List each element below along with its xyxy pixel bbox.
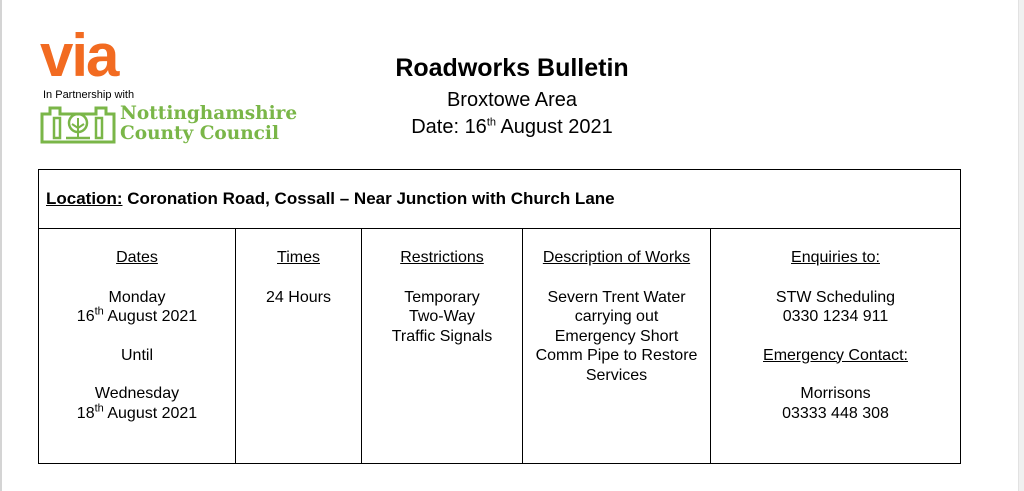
- end-date-sup: th: [94, 402, 104, 415]
- restrictions-column: [361, 229, 522, 463]
- end-date: [39, 404, 235, 424]
- enquiries-heading: Enquiries to:: [791, 249, 880, 266]
- start-date-rest: August 2021: [103, 308, 198, 325]
- restrictions-line: Temporary: [404, 288, 480, 306]
- start-date-sup: th: [94, 305, 104, 318]
- end-date-num: 18: [76, 404, 95, 422]
- description-line: Comm Pipe to Restore: [535, 347, 698, 364]
- location-text: Coronation Road, Cossall – Near Junction with Church Lane: [122, 189, 615, 208]
- emergency-contact-heading: Emergency Contact:: [763, 346, 908, 364]
- restrictions-heading: Restrictions: [400, 249, 484, 266]
- council-name: [120, 104, 297, 144]
- dates-body: [39, 288, 235, 424]
- via-logo: [40, 26, 140, 82]
- emergency-phone: 03333 448 308: [782, 404, 889, 422]
- bulletin-title: Roadworks Bulletin: [395, 54, 629, 82]
- council-name-line2: County Council: [120, 123, 279, 144]
- bulletin-date: [312, 116, 712, 139]
- description-heading: Description of Works: [542, 249, 691, 266]
- council-name-line1: Nottinghamshire: [120, 103, 298, 124]
- dates-heading: Dates: [116, 249, 158, 266]
- emergency-name: Morrisons: [800, 385, 871, 402]
- date-prefix: Date: 16: [411, 116, 487, 138]
- start-date-num: 16: [76, 308, 95, 325]
- dates-column: [39, 229, 235, 463]
- enquiries-body: [711, 288, 960, 424]
- description-body: [523, 288, 710, 386]
- council-emblem-icon: [40, 104, 116, 146]
- roadworks-table: [38, 169, 961, 464]
- end-day: Wednesday: [94, 385, 180, 402]
- end-date-rest: August 2021: [103, 404, 198, 422]
- location-label: Location:: [46, 189, 123, 208]
- times-value: 24 Hours: [266, 288, 331, 306]
- council-logo: [40, 104, 325, 152]
- restrictions-body: [362, 288, 522, 347]
- description-line: Severn Trent Water: [547, 288, 686, 306]
- times-column: [235, 229, 361, 463]
- start-date: [39, 307, 235, 327]
- via-wordmark: via: [40, 26, 118, 82]
- partnership-text: In Partnership with: [43, 89, 135, 101]
- enquiries-column: [710, 229, 960, 463]
- description-line: carrying out: [574, 308, 659, 325]
- description-column: [522, 229, 710, 463]
- restrictions-line: Two-Way: [408, 308, 476, 325]
- times-heading: Times: [277, 249, 320, 266]
- location-row: [46, 189, 615, 209]
- restrictions-line: Traffic Signals: [391, 327, 493, 345]
- bulletin-area: Broxtowe Area: [446, 89, 578, 111]
- page-left-edge: [0, 0, 2, 491]
- until-text: Until: [120, 346, 153, 364]
- description-line: Services: [585, 366, 648, 384]
- contact-phone: 0330 1234 911: [782, 308, 889, 325]
- page-right-edge: [1018, 0, 1024, 491]
- description-line: Emergency Short: [554, 327, 679, 345]
- date-suffix: August 2021: [496, 116, 613, 138]
- date-suffix-sup: th: [486, 116, 496, 129]
- contact-name: STW Scheduling: [775, 288, 896, 306]
- start-day: Monday: [108, 288, 166, 306]
